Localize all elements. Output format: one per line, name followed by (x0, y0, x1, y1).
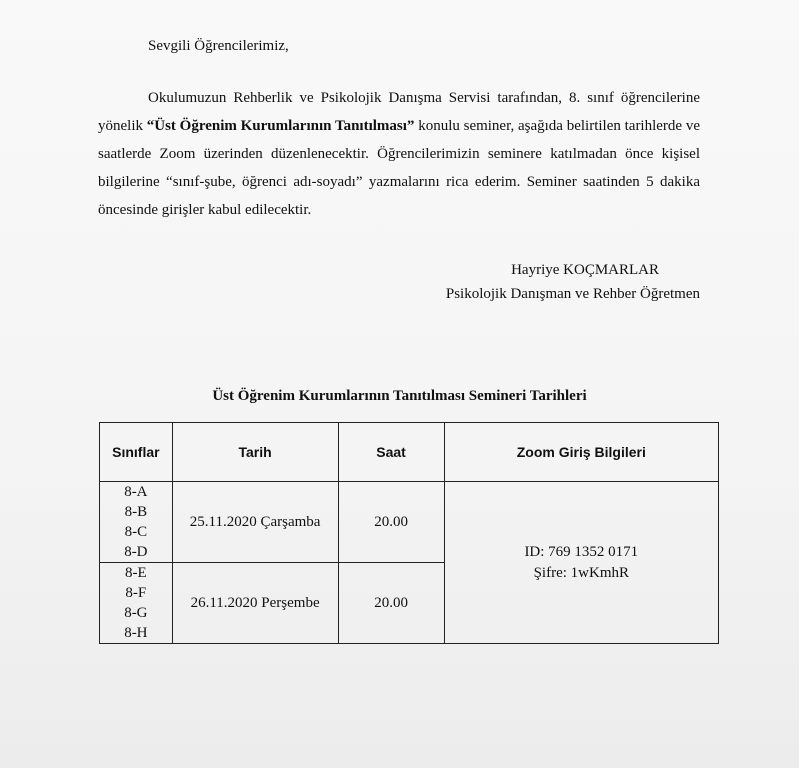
date-cell: 26.11.2020 Perşembe (172, 563, 338, 644)
header-classes: Sınıflar (100, 423, 173, 482)
class-label: 8-F (125, 585, 147, 601)
class-label: 8-H (124, 625, 148, 641)
class-label: 8-A (124, 484, 148, 500)
header-time: Saat (338, 423, 444, 482)
schedule-title: Üst Öğrenim Kurumlarının Tanıtılması Semineri Tarihleri (212, 388, 587, 404)
time-cell: 20.00 (338, 482, 444, 563)
table-row (100, 482, 719, 563)
letter-body (98, 84, 700, 224)
date-cell: 25.11.2020 Çarşamba (172, 482, 338, 563)
letter-body-part2: konulu seminer, aşağıda belirtilen tarihlerde ve saatlerde Zoom üzerinden düzenlenecektir. Öğrencilerimizin seminere katılmadan önce kişisel bilgilerine “sınıf-şube, öğrenci adı-soyadı” yazmalarını rica ederim. Seminer saatinden 5 dakika öncesinde girişler kabul edilecektir. (98, 118, 700, 218)
schedule-table (99, 422, 719, 644)
zoom-password: Şifre: 1wKmhR (533, 564, 630, 581)
classes-cell (100, 563, 173, 644)
letter-greeting: Sevgili Öğrencilerimiz, (148, 38, 289, 54)
header-zoom: Zoom Giriş Bilgileri (444, 423, 718, 482)
time-cell: 20.00 (338, 563, 444, 644)
table-header-row (100, 423, 719, 482)
zoom-info-cell (444, 482, 718, 644)
classes-cell (100, 482, 173, 563)
class-label: 8-C (124, 524, 148, 540)
signature-title: Psikolojik Danışman ve Rehber Öğretmen (445, 286, 700, 302)
signature-name: Hayriye KOÇMARLAR (511, 262, 659, 278)
class-label: 8-E (125, 565, 147, 581)
class-label: 8-B (124, 504, 148, 520)
zoom-id: ID: 769 1352 0171 (524, 543, 639, 560)
header-date: Tarih (172, 423, 338, 482)
letter-body-part1: Okulumuzun Rehberlik ve Psikolojik Danışma Servisi tarafından, 8. sınıf öğrencilerine yönelik (98, 90, 700, 134)
class-label: 8-G (124, 605, 148, 621)
seminar-name: “Üst Öğrenim Kurumlarının Tanıtılması” (146, 118, 415, 134)
class-label: 8-D (124, 544, 148, 560)
